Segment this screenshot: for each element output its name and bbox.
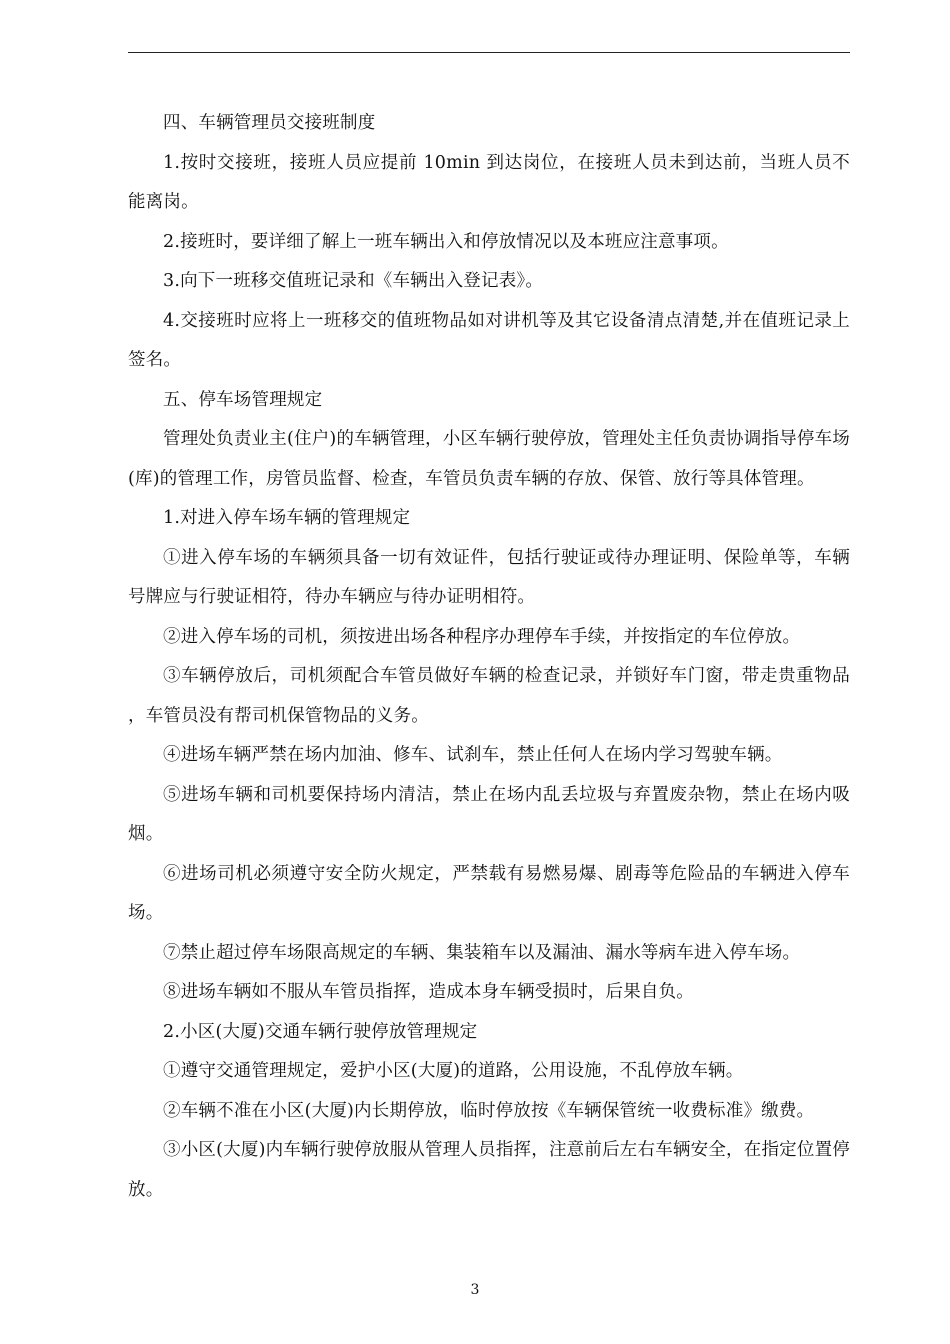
section-heading-5: 五、停车场管理规定 <box>163 389 323 410</box>
paragraph: 管理处负责业主(住户)的车辆管理，小区车辆行驶停放，管理处主任负责协调指导停车场(库)的管理工作，房管员监督、检查，车管员负责车辆的存放、保管、放行等具体管理。 <box>128 429 850 489</box>
header-rule <box>128 52 850 53</box>
paragraph: 1.按时交接班，接班人员应提前 10min 到达岗位，在接班人员未到达前，当班人员不能离岗。 <box>128 152 850 212</box>
list-item: ⑥进场司机必须遵守安全防火规定，严禁载有易燃易爆、剧毒等危险品的车辆进入停车 场。 <box>128 863 850 923</box>
list-item: ④进场车辆严禁在场内加油、修车、试刹车，禁止任何人在场内学习驾驶车辆。 <box>163 745 783 765</box>
paragraph: 4.交接班时应将上一班移交的值班物品如对讲机等及其它设备清点清楚,并在值班记录上签名。 <box>128 310 850 370</box>
list-item: ①遵守交通管理规定，爱护小区(大厦)的道路，公用设施，不乱停放车辆。 <box>163 1061 744 1081</box>
paragraph: 2.接班时，要详细了解上一班车辆出入和停放情况以及本班应注意事项。 <box>163 231 729 252</box>
list-item: ⑧进场车辆如不服从车管员指挥，造成本身车辆受损时，后果自负。 <box>163 982 694 1002</box>
paragraph: 3.向下一班移交值班记录和《车辆出入登记表》。 <box>163 271 544 291</box>
list-item: ③小区(大厦)内车辆行驶停放服从管理人员指挥，注意前后左右车辆安全，在指定位置停放。 <box>128 1140 850 1200</box>
subsection-heading: 2.小区(大厦)交通车辆行驶停放管理规定 <box>163 1021 478 1042</box>
list-item: ③车辆停放后，司机须配合车管员做好车辆的检查记录，并锁好车门窗，带走贵重物品 ，车管员没有帮司机保管物品的义务。 <box>128 666 850 726</box>
list-item: ⑦禁止超过停车场限高规定的车辆、集装箱车以及漏油、漏水等病车进入停车场。 <box>163 942 801 963</box>
section-heading-4: 四、车辆管理员交接班制度 <box>163 113 376 133</box>
list-item: ⑤进场车辆和司机要保持场内清洁，禁止在场内乱丢垃圾与弃置废杂物，禁止在场内吸 烟。 <box>128 784 850 844</box>
body-text <box>128 104 850 1210</box>
subsection-heading: 1.对进入停车场车辆的管理规定 <box>163 508 411 528</box>
page-number: 3 <box>470 1282 480 1298</box>
list-item: ②进入停车场的司机，须按进出场各种程序办理停车手续，并按指定的车位停放。 <box>163 626 801 647</box>
list-item: ①进入停车场的车辆须具备一切有效证件，包括行驶证或待办理证明、保险单等，车辆 号牌应与行驶证相符，待办车辆应与待办证明相符。 <box>128 547 850 607</box>
list-item: ②车辆不准在小区(大厦)内长期停放，临时停放按《车辆保管统一收费标准》缴费。 <box>163 1100 815 1121</box>
